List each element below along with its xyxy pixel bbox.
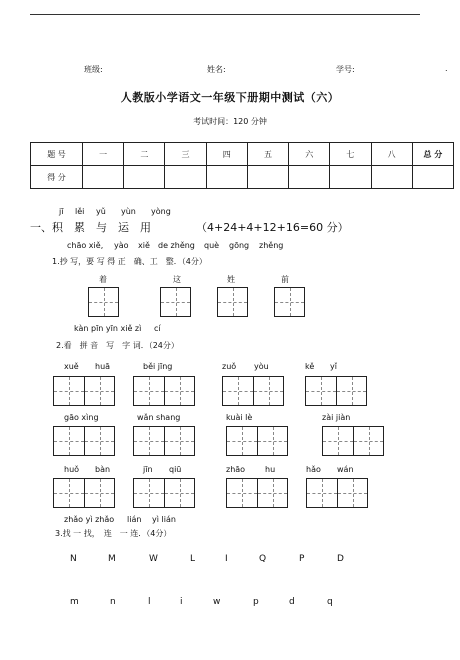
word-box[interactable] <box>222 376 284 406</box>
exam-time: 考试时间：120 分钟 <box>193 117 267 126</box>
header-dot: . <box>445 64 448 73</box>
pinyin: què <box>204 241 220 250</box>
word-box[interactable] <box>226 426 288 456</box>
col-4: 四 <box>206 143 247 166</box>
word-box[interactable] <box>53 376 115 406</box>
score-cell[interactable] <box>83 166 124 189</box>
score-cell[interactable] <box>247 166 288 189</box>
word-box[interactable] <box>226 478 288 508</box>
row2-header: 得 分 <box>31 166 83 189</box>
pinyin: zài jiàn <box>322 413 351 422</box>
col-1: 一 <box>83 143 124 166</box>
lowercase-letter[interactable]: i <box>180 597 183 607</box>
score-cell[interactable] <box>206 166 247 189</box>
word-box[interactable] <box>306 478 368 508</box>
pinyin: yào <box>114 241 129 250</box>
uppercase-letter[interactable]: W <box>149 554 158 564</box>
lowercase-letter[interactable]: n <box>110 597 116 607</box>
pinyin: yòu <box>254 362 269 371</box>
pinyin: yùn <box>121 207 136 216</box>
uppercase-letter[interactable]: M <box>108 554 116 564</box>
pinyin: hu <box>265 465 276 474</box>
question-1: 1.抄 写，要 写 得 正 确、工 整．（4分） <box>52 257 207 266</box>
pinyin: lián <box>127 515 142 524</box>
lowercase-letter[interactable]: m <box>70 597 79 607</box>
pinyin: zhāo <box>226 465 246 474</box>
uppercase-letter[interactable]: Q <box>259 554 267 564</box>
col-8: 八 <box>371 143 412 166</box>
page-title: 人教版小学语文一年级下册期中测试（六） <box>120 91 340 104</box>
score-table-header-row <box>31 143 454 166</box>
score-cell[interactable] <box>371 166 412 189</box>
pinyin: wǎn shang <box>137 413 181 422</box>
tianzige-box[interactable] <box>217 287 248 317</box>
word-box[interactable] <box>322 426 384 456</box>
pinyin: jīn <box>143 465 153 474</box>
pinyin: de zhěng <box>158 241 195 250</box>
question-3: 3.找 一 找， 连 一 连．（4分） <box>55 529 172 538</box>
pinyin: zhěng <box>259 241 284 250</box>
score-cell[interactable] <box>165 166 206 189</box>
pinyin: yǔ <box>96 207 106 216</box>
word-box[interactable] <box>53 426 115 456</box>
student-id-label: 学号: <box>336 65 355 74</box>
score-cell[interactable] <box>124 166 165 189</box>
uppercase-letter[interactable]: L <box>190 554 196 564</box>
score-table-score-row <box>31 166 454 189</box>
pinyin: gōng <box>229 241 250 250</box>
word-box[interactable] <box>133 376 195 406</box>
tianzige-box[interactable] <box>274 287 305 317</box>
pinyin: gāo xìng <box>64 413 99 422</box>
pinyin: zuǒ <box>222 362 237 371</box>
uppercase-letter[interactable]: N <box>70 554 77 564</box>
lowercase-letter[interactable]: w <box>213 597 221 607</box>
copy-char: 这 <box>173 275 181 284</box>
tianzige-box[interactable] <box>88 287 119 317</box>
uppercase-letter[interactable]: I <box>225 554 228 564</box>
uppercase-letter[interactable]: P <box>299 554 305 564</box>
row1-header: 题 号 <box>31 143 83 166</box>
pinyin: kàn pīn yīn xiě zì <box>74 324 142 333</box>
name-label: 姓名: <box>207 65 226 74</box>
pinyin: yòng <box>151 207 171 216</box>
section-1-title: 一、积 累 与 运 用 <box>30 221 151 234</box>
pinyin: xuě <box>64 362 79 371</box>
word-box[interactable] <box>133 478 195 508</box>
col-7: 七 <box>330 143 371 166</box>
lowercase-letter[interactable]: q <box>327 597 333 607</box>
score-cell[interactable] <box>330 166 371 189</box>
pinyin: běi jīng <box>143 362 173 371</box>
lowercase-letter[interactable]: d <box>289 597 295 607</box>
lowercase-letter[interactable]: l <box>148 597 151 607</box>
word-box[interactable] <box>305 376 367 406</box>
total-label: 总 分 <box>412 143 453 166</box>
pinyin: lěi <box>75 207 85 216</box>
pinyin: jī <box>59 207 64 216</box>
word-box[interactable] <box>53 478 115 508</box>
word-box[interactable] <box>133 426 195 456</box>
pinyin: xiě <box>138 241 150 250</box>
lowercase-letter[interactable]: p <box>253 597 259 607</box>
score-cell[interactable] <box>412 166 453 189</box>
pinyin: hǎo <box>306 465 321 474</box>
pinyin: zhǎo yì zhǎo <box>64 515 115 524</box>
pinyin: cí <box>154 324 161 333</box>
pinyin: chāo xiě, <box>67 241 104 250</box>
copy-char: 前 <box>281 275 289 284</box>
score-cell[interactable] <box>289 166 330 189</box>
tianzige-box[interactable] <box>160 287 191 317</box>
pinyin: kuài lè <box>226 413 253 422</box>
pinyin: wán <box>337 465 354 474</box>
pinyin: bàn <box>95 465 111 474</box>
copy-char: 姓 <box>227 275 235 284</box>
col-6: 六 <box>289 143 330 166</box>
pinyin: kě <box>305 362 315 371</box>
pinyin: huā <box>95 362 111 371</box>
col-2: 二 <box>124 143 165 166</box>
section-1-score: （4+24+4+12+16=60 分） <box>196 221 349 234</box>
class-label: 班级: <box>84 65 103 74</box>
question-2: 2.看 拼 音 写 字 词．（24分） <box>56 341 179 350</box>
uppercase-letter[interactable]: D <box>337 554 344 564</box>
col-5: 五 <box>247 143 288 166</box>
top-rule <box>30 14 420 15</box>
pinyin: qiū <box>169 465 182 474</box>
col-3: 三 <box>165 143 206 166</box>
copy-char: 着 <box>99 275 107 284</box>
pinyin: yǐ <box>330 362 337 371</box>
pinyin: huǒ <box>64 465 80 474</box>
score-table <box>30 142 454 189</box>
pinyin: yì lián <box>152 515 176 524</box>
